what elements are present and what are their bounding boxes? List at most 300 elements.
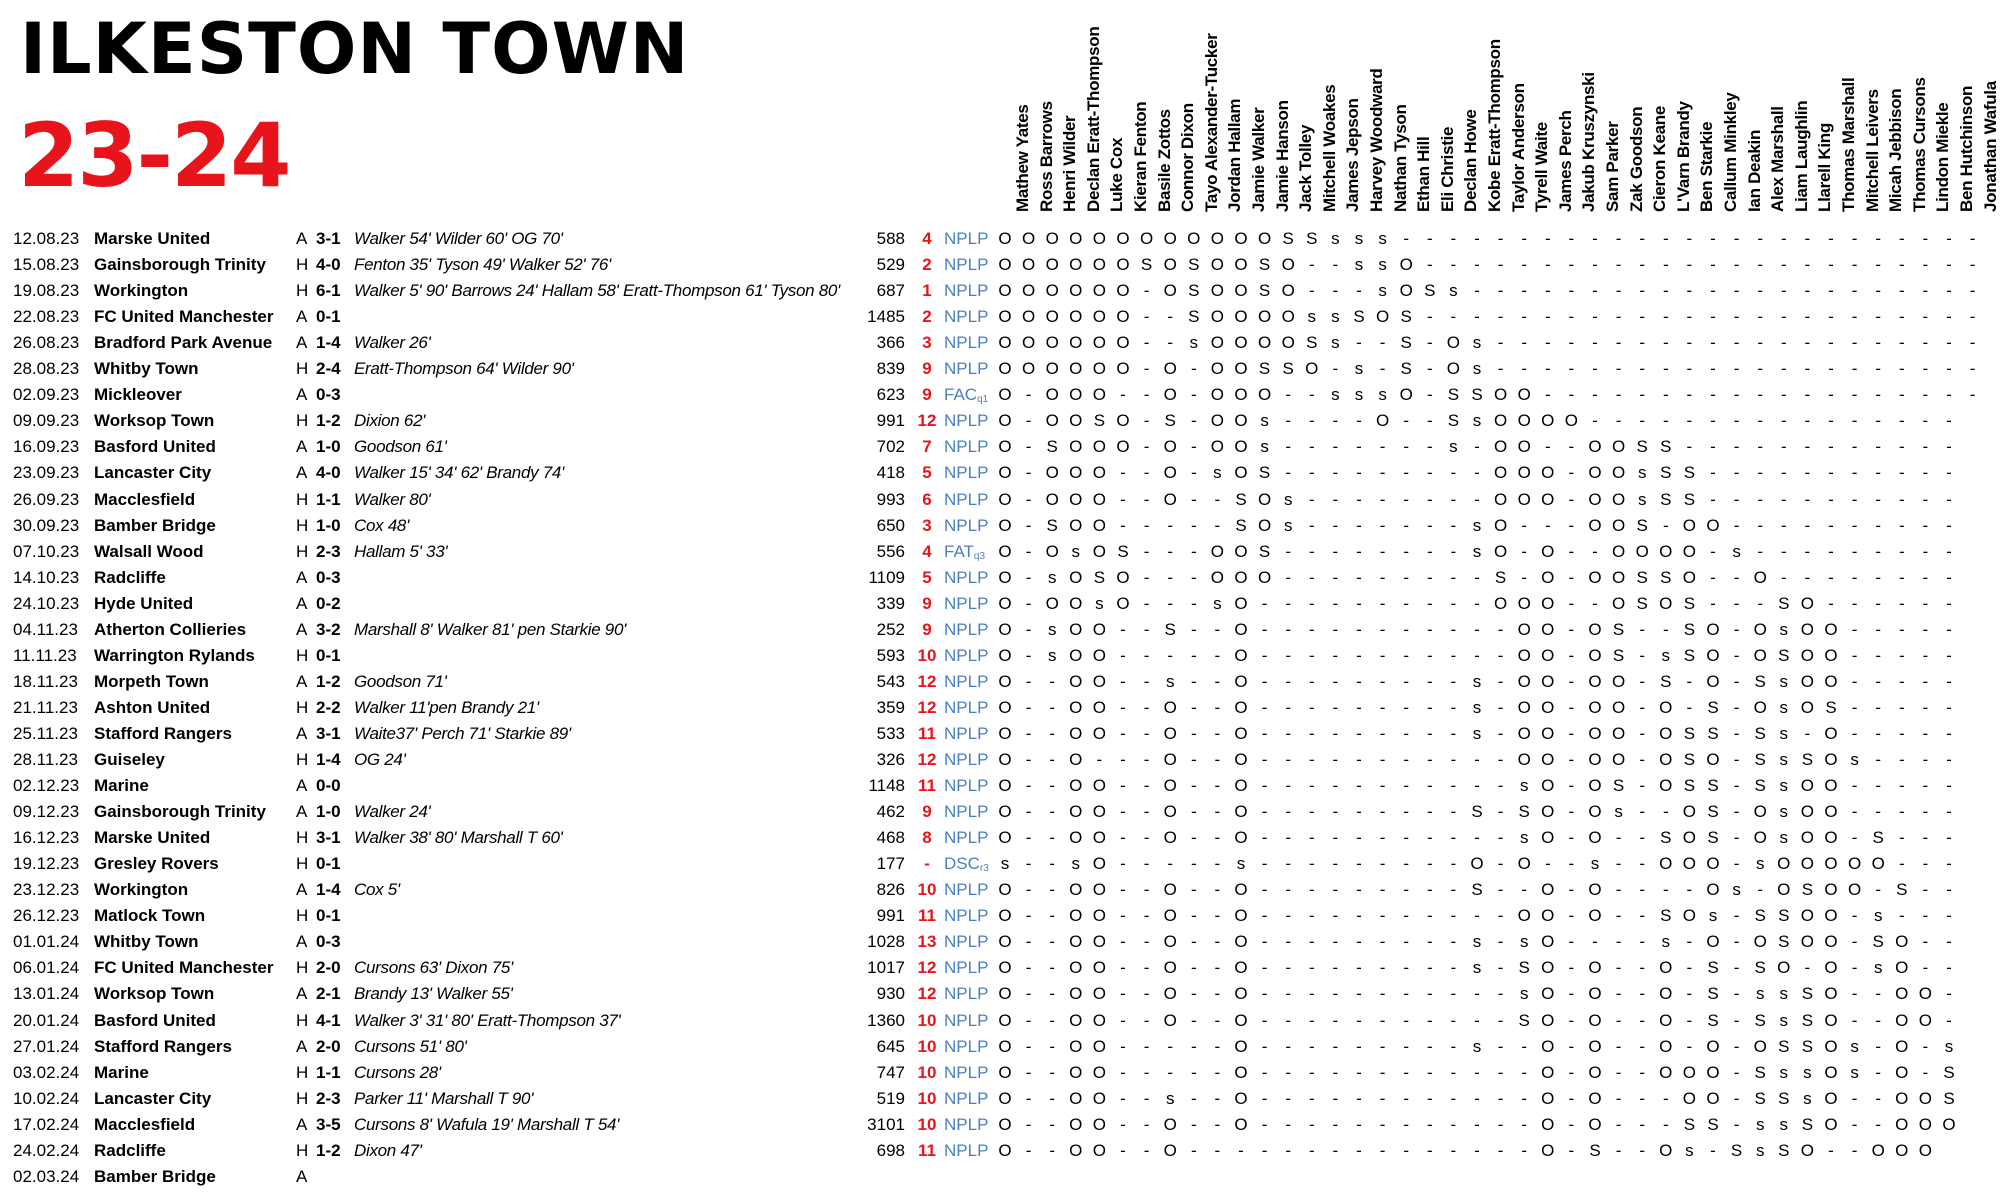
appearance-mark: - xyxy=(1285,984,1292,1004)
appearance-mark: O xyxy=(1824,802,1838,822)
appearance-mark: - xyxy=(1285,593,1292,613)
appearance-mark: - xyxy=(1875,463,1882,483)
appearance-mark: s xyxy=(1519,828,1529,848)
appearance-mark: S xyxy=(1872,932,1884,952)
competition: NPLP xyxy=(944,593,989,613)
appearance-mark: - xyxy=(1875,593,1882,613)
appearance-mark: O xyxy=(1092,437,1106,457)
venue: A xyxy=(296,463,308,483)
appearance-mark: - xyxy=(1049,1036,1056,1056)
appearance-mark: - xyxy=(1332,958,1339,978)
appearance-mark: - xyxy=(1686,281,1693,301)
appearance-mark: - xyxy=(1946,906,1952,926)
appearance-mark: - xyxy=(1639,229,1646,248)
appearance-mark: - xyxy=(1568,359,1575,379)
appearance-mark: - xyxy=(1403,489,1410,509)
appearance-mark: - xyxy=(1521,255,1528,275)
appearance-mark: - xyxy=(1851,1010,1858,1030)
appearance-mark: s xyxy=(1260,411,1269,431)
appearance-mark: - xyxy=(1568,437,1575,457)
appearance-mark: - xyxy=(1332,828,1339,848)
appearance-mark: O xyxy=(1234,776,1248,796)
appearance-mark: - xyxy=(1922,333,1929,353)
appearance-mark: - xyxy=(1450,906,1457,926)
appearance-mark: - xyxy=(1214,1114,1221,1134)
venue: H xyxy=(296,750,309,769)
appearance-mark: - xyxy=(1356,489,1362,509)
player-name-label: Tyrell Waite xyxy=(1532,122,1552,212)
appearance-mark: S xyxy=(1235,515,1247,535)
appearance-mark: - xyxy=(1615,854,1622,874)
player-name-label: Micah Jebbison xyxy=(1886,88,1906,212)
appearance-mark: O xyxy=(1234,593,1248,613)
appearance-mark: - xyxy=(1969,255,1976,275)
appearance-mark: - xyxy=(1190,723,1197,743)
appearance-mark: O xyxy=(1541,750,1555,769)
appearance-mark: - xyxy=(1096,750,1103,769)
appearance-mark: O xyxy=(998,1114,1012,1134)
appearance-mark: - xyxy=(1214,489,1221,509)
appearance-mark: - xyxy=(1568,1088,1575,1108)
appearance-mark: s xyxy=(1755,1114,1765,1134)
appearance-mark: - xyxy=(1851,645,1858,665)
season-title: 23-24 xyxy=(18,104,290,207)
appearance-mark: O xyxy=(1895,984,1909,1004)
appearance-mark: O xyxy=(1092,359,1106,379)
appearance-mark: O xyxy=(1517,854,1531,874)
competition: NPLP xyxy=(944,515,989,535)
league-position: 9 xyxy=(922,802,932,822)
match-date: 26.08.23 xyxy=(13,333,80,353)
match-date: 13.01.24 xyxy=(13,984,80,1004)
venue: A xyxy=(296,1036,308,1056)
appearance-mark: - xyxy=(1190,645,1197,665)
appearance-mark: - xyxy=(1426,619,1433,639)
appearance-mark: - xyxy=(1285,1114,1292,1134)
appearance-mark: O xyxy=(1847,854,1862,874)
appearance-mark: O xyxy=(1092,333,1106,353)
appearance-mark: - xyxy=(1733,828,1740,848)
appearance-mark: - xyxy=(1214,671,1221,691)
appearance-mark: - xyxy=(1568,333,1575,353)
appearance-mark: - xyxy=(1190,1036,1197,1056)
appearance-mark: O xyxy=(1163,1114,1177,1134)
appearance-mark: O xyxy=(1045,307,1059,327)
match-row xyxy=(0,825,2000,851)
appearance-mark: S xyxy=(1400,359,1412,379)
appearance-mark: O xyxy=(1234,255,1248,275)
appearance-mark: O xyxy=(1069,802,1083,822)
appearance-mark: O xyxy=(1611,567,1626,587)
appearance-mark: - xyxy=(1308,567,1315,587)
appearance-mark: - xyxy=(1450,697,1457,717)
appearance-mark: O xyxy=(1895,1036,1909,1056)
appearance-mark: O xyxy=(998,750,1012,769)
appearance-mark: - xyxy=(1049,880,1056,900)
appearance-mark: - xyxy=(1804,541,1811,561)
appearance-mark: - xyxy=(1662,411,1669,431)
appearance-mark: - xyxy=(1639,1036,1646,1056)
appearance-mark: S xyxy=(1447,385,1460,405)
appearance-mark: O xyxy=(1635,541,1649,561)
appearance-mark: O xyxy=(1045,385,1059,405)
appearance-mark: - xyxy=(1379,1088,1386,1108)
appearance-mark: O xyxy=(998,619,1012,639)
appearance-mark: S xyxy=(1778,593,1790,613)
appearance-mark: - xyxy=(1686,880,1693,900)
appearance-mark: - xyxy=(1828,463,1834,483)
appearance-mark: O xyxy=(1800,854,1814,874)
league-position: 6 xyxy=(922,489,932,509)
score: 3-1 xyxy=(316,828,341,848)
appearance-mark: O xyxy=(998,1088,1012,1108)
appearance-mark: O xyxy=(1116,593,1130,613)
appearance-mark: O xyxy=(1800,645,1814,665)
appearance-mark: O xyxy=(1092,697,1106,717)
appearance-mark: - xyxy=(1804,255,1811,275)
appearance-mark: - xyxy=(1804,958,1811,978)
score: 0-2 xyxy=(316,593,341,613)
attendance: 826 xyxy=(876,880,905,900)
appearance-mark: O xyxy=(1234,541,1248,561)
appearance-mark: S xyxy=(1683,645,1696,665)
appearance-mark: O xyxy=(1541,776,1555,796)
appearance-mark: - xyxy=(1332,854,1339,874)
appearance-mark: O xyxy=(1234,1114,1248,1134)
appearance-mark: - xyxy=(1922,906,1929,926)
league-position: 12 xyxy=(917,958,937,978)
match-row xyxy=(0,773,2000,799)
appearance-mark: S xyxy=(1707,828,1719,848)
appearance-mark: O xyxy=(1541,489,1555,509)
appearance-mark: - xyxy=(1710,437,1716,457)
appearance-mark: S xyxy=(1707,776,1719,796)
appearance-mark: - xyxy=(1190,463,1197,483)
appearance-mark: S xyxy=(1471,802,1483,822)
appearance-mark: - xyxy=(1025,645,1032,665)
appearance-mark: - xyxy=(1946,854,1952,874)
match-date: 16.09.23 xyxy=(13,437,80,457)
appearance-mark: - xyxy=(1214,906,1221,926)
appearance-mark: O xyxy=(1210,229,1224,248)
appearance-mark: s xyxy=(1779,984,1789,1004)
appearance-mark: - xyxy=(1946,359,1952,379)
appearance-mark: - xyxy=(1521,307,1528,327)
appearance-mark: O xyxy=(1163,437,1177,457)
appearance-mark: O xyxy=(1541,671,1555,691)
appearance-mark: - xyxy=(1521,567,1528,587)
appearance-mark: O xyxy=(1682,854,1696,874)
appearance-mark: - xyxy=(1426,671,1433,691)
appearance-mark: - xyxy=(1474,307,1480,327)
appearance-mark: - xyxy=(1946,255,1952,275)
attendance: 556 xyxy=(876,541,905,561)
opponent: Stafford Rangers xyxy=(94,723,232,743)
appearance-mark: - xyxy=(1497,880,1504,900)
player-name-label: Callum Minkley xyxy=(1721,92,1740,212)
appearance-mark: - xyxy=(1261,723,1268,743)
appearance-mark: O xyxy=(1163,828,1177,848)
appearance-mark: O xyxy=(1234,828,1248,848)
appearance-mark: s xyxy=(1213,463,1222,483)
appearance-mark: - xyxy=(1733,229,1740,248)
appearance-mark: - xyxy=(1592,255,1598,275)
appearance-mark: O xyxy=(998,281,1012,301)
league-position: 10 xyxy=(917,645,937,665)
appearance-mark: - xyxy=(1922,229,1929,248)
appearance-mark: - xyxy=(1898,541,1905,561)
appearance-mark: - xyxy=(1497,828,1504,848)
appearance-mark: O xyxy=(1210,359,1224,379)
appearance-mark: O xyxy=(998,1036,1012,1056)
player-name-label: Jamie Walker xyxy=(1249,107,1268,212)
appearance-mark: - xyxy=(1497,1140,1504,1160)
appearance-mark: - xyxy=(1828,1140,1834,1160)
appearance-mark: - xyxy=(1403,229,1410,248)
appearance-mark: - xyxy=(1450,880,1457,900)
appearance-mark: O xyxy=(998,645,1012,665)
appearance-mark: - xyxy=(1946,229,1952,248)
appearance-mark: - xyxy=(1450,750,1457,769)
appearance-mark: - xyxy=(1214,802,1221,822)
appearance-mark: O xyxy=(1895,932,1909,952)
appearance-mark: - xyxy=(1379,567,1386,587)
match-date: 19.08.23 xyxy=(13,281,80,301)
appearance-mark: - xyxy=(1851,776,1858,796)
appearance-mark: O xyxy=(1069,906,1083,926)
appearance-mark: - xyxy=(1049,697,1056,717)
appearance-mark: O xyxy=(1611,541,1626,561)
opponent: Bamber Bridge xyxy=(94,515,216,535)
appearance-mark: - xyxy=(1662,619,1669,639)
appearance-mark: s xyxy=(1283,489,1293,509)
appearance-mark: - xyxy=(1946,984,1952,1004)
appearance-mark: - xyxy=(1450,567,1457,587)
attendance: 366 xyxy=(876,333,905,353)
appearance-mark: - xyxy=(1521,1062,1528,1082)
appearance-mark: - xyxy=(1898,515,1905,535)
match-date: 17.02.24 xyxy=(13,1114,80,1134)
appearance-mark: - xyxy=(1521,229,1528,248)
venue: H xyxy=(296,1140,309,1160)
appearance-mark: s xyxy=(1189,333,1199,353)
appearance-mark: S xyxy=(1612,776,1625,796)
attendance: 687 xyxy=(876,281,905,301)
appearance-mark: - xyxy=(1686,697,1693,717)
appearance-mark: - xyxy=(1639,750,1646,769)
appearance-mark: O xyxy=(1257,229,1272,248)
appearance-mark: - xyxy=(1025,880,1032,900)
appearance-mark: - xyxy=(1568,1010,1575,1030)
appearance-mark: - xyxy=(1733,619,1740,639)
appearance-mark: O xyxy=(1682,1062,1696,1082)
appearance-mark: s xyxy=(1519,984,1529,1004)
match-date: 18.11.23 xyxy=(13,671,78,691)
appearance-mark: O xyxy=(1069,1140,1083,1160)
appearance-mark: S xyxy=(1660,437,1672,457)
appearance-mark: - xyxy=(1356,619,1362,639)
appearance-mark: - xyxy=(1898,463,1905,483)
appearance-mark: O xyxy=(1588,828,1602,848)
appearance-mark: S xyxy=(1754,906,1766,926)
appearance-mark: O xyxy=(1069,515,1083,535)
appearance-mark: - xyxy=(1639,984,1646,1004)
appearance-mark: O xyxy=(998,697,1012,717)
appearance-mark: - xyxy=(1120,1062,1126,1082)
appearance-mark: S xyxy=(1778,645,1790,665)
appearance-mark: - xyxy=(1474,255,1480,275)
appearance-mark: - xyxy=(1946,333,1952,353)
appearance-mark: - xyxy=(1285,828,1292,848)
appearance-mark: O xyxy=(1069,1114,1083,1134)
appearance-mark: - xyxy=(1922,828,1929,848)
appearance-mark: - xyxy=(1757,411,1764,431)
appearance-mark: O xyxy=(1092,1114,1106,1134)
appearance-mark: O xyxy=(1541,619,1555,639)
appearance-mark: - xyxy=(1332,359,1339,379)
match-date: 30.09.23 xyxy=(13,515,80,535)
appearance-mark: - xyxy=(1757,333,1764,353)
competition-round: q1 xyxy=(977,394,989,406)
appearance-mark: - xyxy=(1757,541,1764,561)
appearance-mark: - xyxy=(1639,1114,1646,1134)
appearance-mark: - xyxy=(1497,906,1504,926)
appearance-mark: - xyxy=(1898,828,1905,848)
appearance-mark: - xyxy=(1025,776,1032,796)
appearance-mark: - xyxy=(1332,723,1339,743)
appearance-mark: - xyxy=(1426,463,1433,483)
appearance-mark: - xyxy=(1804,333,1811,353)
appearance-mark: s xyxy=(1165,1088,1175,1108)
attendance: 593 xyxy=(876,645,905,665)
appearance-mark: - xyxy=(1403,515,1410,535)
appearance-mark: - xyxy=(1261,932,1268,952)
appearance-mark: O xyxy=(1092,828,1106,848)
appearance-mark: S xyxy=(1188,281,1200,301)
appearance-mark: O xyxy=(1163,1010,1177,1030)
appearance-mark: - xyxy=(1898,776,1905,796)
appearance-mark: - xyxy=(1828,307,1834,327)
appearance-mark: - xyxy=(1592,229,1598,248)
appearance-mark: - xyxy=(1757,281,1764,301)
appearance-mark: O xyxy=(1800,1140,1814,1160)
appearance-mark: - xyxy=(1426,750,1433,769)
venue: A xyxy=(296,333,308,353)
attendance: 991 xyxy=(876,411,905,431)
appearance-mark: - xyxy=(1190,567,1197,587)
appearance-mark: S xyxy=(1683,1114,1696,1134)
appearance-mark: O xyxy=(1210,281,1224,301)
opponent: Bradford Park Avenue xyxy=(94,333,273,353)
appearance-mark: O xyxy=(1163,958,1177,978)
appearance-mark: - xyxy=(1568,750,1575,769)
appearance-mark: O xyxy=(1446,333,1460,353)
appearance-mark: - xyxy=(1544,307,1551,327)
appearance-mark: - xyxy=(1190,593,1197,613)
appearance-mark: O xyxy=(1918,1140,1932,1160)
appearance-mark: O xyxy=(1517,593,1531,613)
match-row xyxy=(0,747,2000,773)
appearance-mark: s xyxy=(1472,932,1482,952)
score: 1-4 xyxy=(316,880,341,900)
appearance-mark: S xyxy=(1683,750,1696,769)
appearance-mark: - xyxy=(1544,333,1551,353)
appearance-mark: S xyxy=(1943,1062,1955,1082)
appearance-mark: - xyxy=(1143,593,1150,613)
appearance-mark: O xyxy=(1824,854,1838,874)
appearance-mark: - xyxy=(1426,723,1433,743)
league-position: 5 xyxy=(922,567,932,587)
opponent: Warrington Rylands xyxy=(94,645,255,665)
appearance-mark: - xyxy=(1426,645,1433,665)
appearance-mark: - xyxy=(1639,645,1646,665)
attendance: 339 xyxy=(876,593,905,613)
appearance-mark: s xyxy=(1472,1036,1482,1056)
appearance-mark: - xyxy=(1497,671,1504,691)
appearance-mark: S xyxy=(1754,958,1766,978)
appearance-mark: - xyxy=(1922,541,1929,561)
appearance-mark: - xyxy=(1710,307,1716,327)
appearance-mark: - xyxy=(1450,307,1457,327)
appearance-mark: - xyxy=(1922,932,1929,952)
appearance-mark: - xyxy=(1025,1114,1032,1134)
appearance-mark: - xyxy=(1120,619,1126,639)
appearance-mark: s xyxy=(1519,932,1529,952)
match-date: 28.08.23 xyxy=(13,359,80,379)
appearance-mark: - xyxy=(1568,854,1575,874)
appearance-mark: - xyxy=(1662,1088,1669,1108)
appearance-mark: - xyxy=(1403,1010,1410,1030)
appearance-mark: - xyxy=(1450,1088,1457,1108)
appearance-mark: - xyxy=(1190,828,1197,848)
appearance-mark: O xyxy=(1045,463,1059,483)
appearance-mark: O xyxy=(1659,1062,1673,1082)
appearance-mark: - xyxy=(1639,385,1646,405)
appearance-mark: - xyxy=(1733,984,1740,1004)
appearance-mark: - xyxy=(1828,515,1834,535)
appearance-mark: O xyxy=(998,333,1012,353)
appearance-mark: - xyxy=(1049,828,1056,848)
match-date: 09.09.23 xyxy=(13,411,80,431)
appearance-mark: O xyxy=(1210,255,1224,275)
appearance-mark: S xyxy=(1518,1010,1530,1030)
appearance-mark: - xyxy=(1592,541,1598,561)
appearance-mark: s xyxy=(1779,671,1789,691)
appearance-mark: - xyxy=(1214,619,1221,639)
appearance-mark: - xyxy=(1120,932,1126,952)
appearance-mark: - xyxy=(1568,645,1575,665)
appearance-mark: - xyxy=(1851,593,1858,613)
appearance-mark: - xyxy=(1190,489,1197,509)
venue: H xyxy=(296,255,309,275)
league-position: 9 xyxy=(922,619,932,639)
appearance-mark: - xyxy=(1851,359,1858,379)
appearance-mark: - xyxy=(1426,776,1433,796)
appearance-mark: - xyxy=(1946,463,1952,483)
score: 1-0 xyxy=(316,515,341,535)
appearance-mark: - xyxy=(1120,958,1126,978)
team-title: ILKESTON TOWN xyxy=(20,8,690,90)
appearance-mark: - xyxy=(1639,281,1646,301)
appearance-mark: - xyxy=(1922,307,1929,327)
appearance-mark: O xyxy=(1706,1062,1720,1082)
opponent: Matlock Town xyxy=(94,906,206,926)
appearance-mark: - xyxy=(1379,359,1386,379)
appearance-mark: - xyxy=(1898,723,1905,743)
appearance-mark: - xyxy=(1403,776,1410,796)
competition: NPLP xyxy=(944,333,989,353)
appearance-mark: O xyxy=(1517,619,1531,639)
